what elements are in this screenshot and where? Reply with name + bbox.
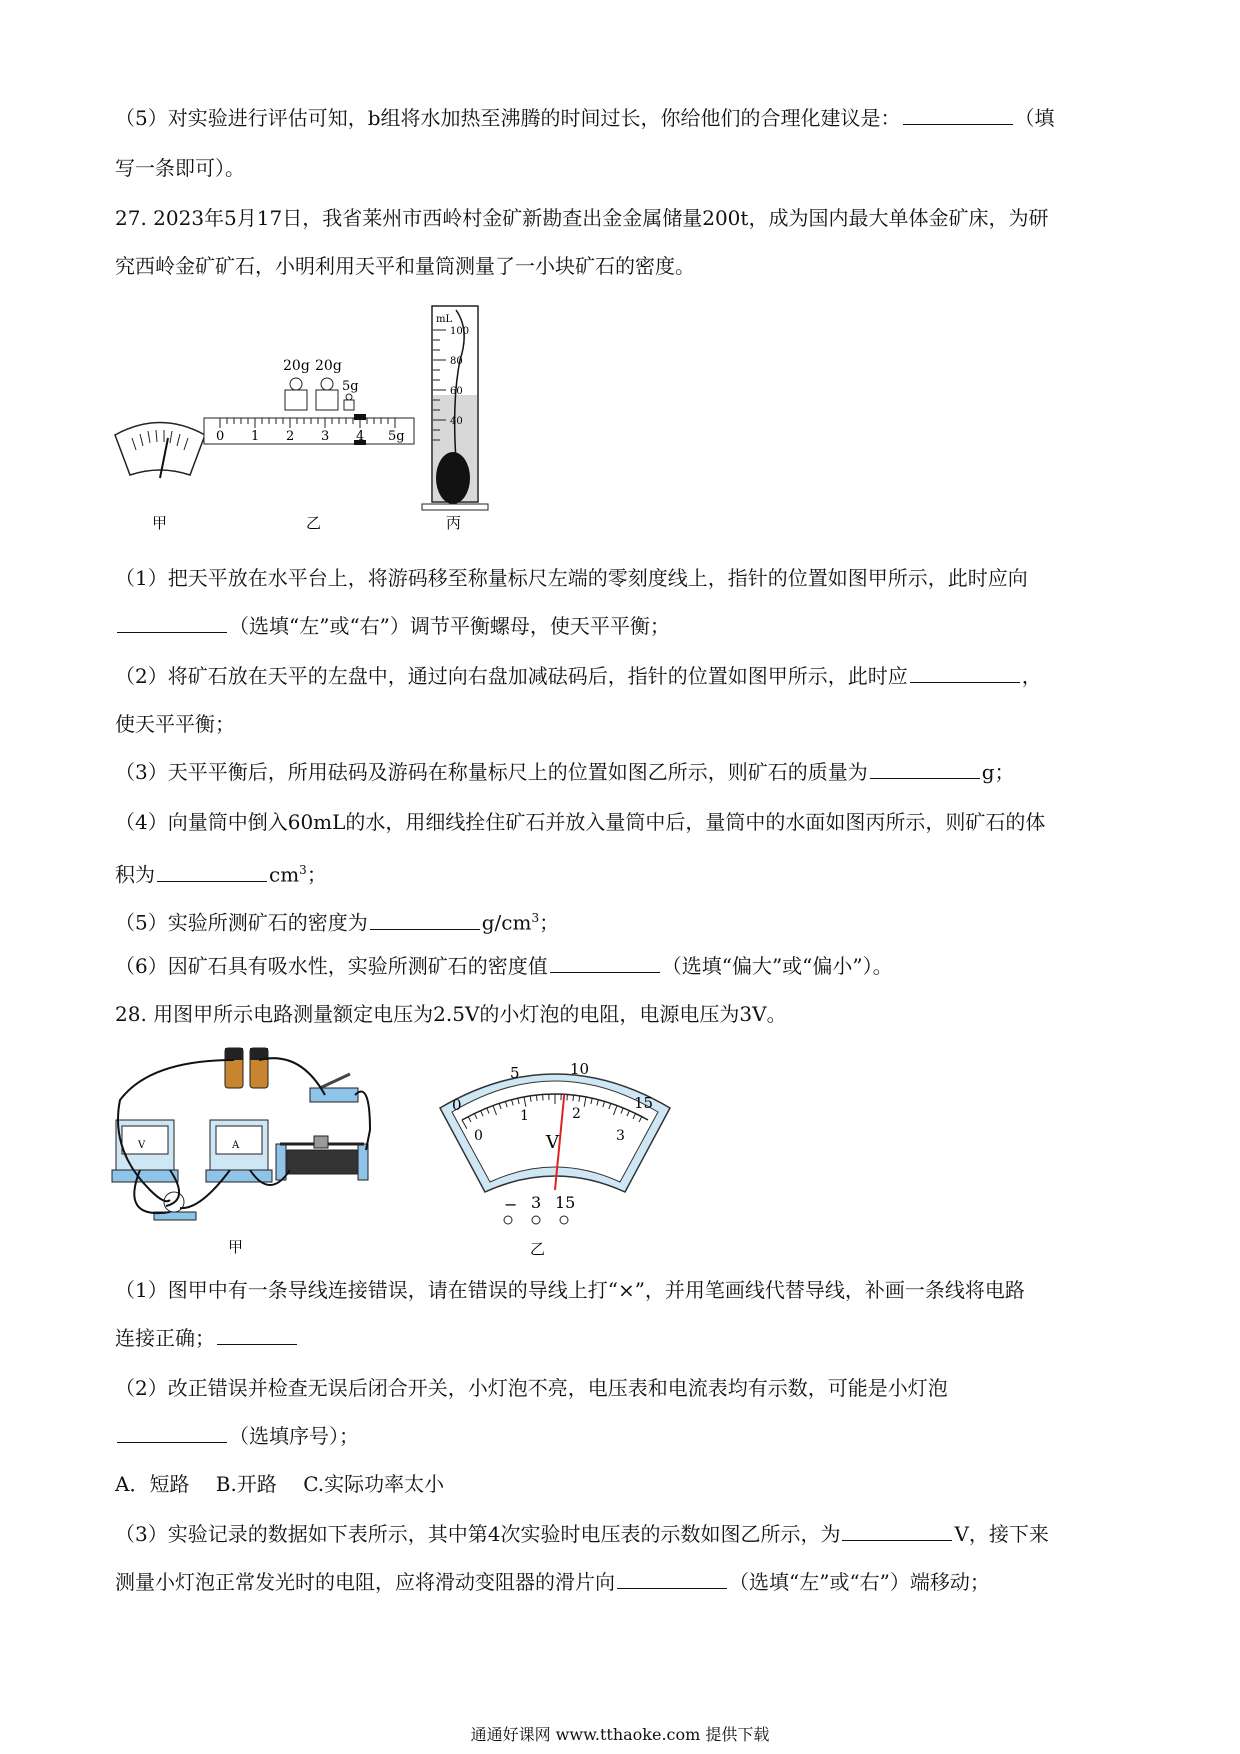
q28-2-line2 [115, 1422, 359, 1450]
q28-2-line1 [115, 1374, 948, 1402]
page-footer: 通通好课网 www.tthaoke.com 提供下载 [470, 1725, 770, 1744]
cylinder-tick-80: 80 [450, 356, 463, 367]
ammeter-device [206, 1120, 272, 1182]
text: （3）实验记录的数据如下表所示，其中第4次实验时电压表的示数如图乙所示，为 [115, 1522, 841, 1546]
text: （2）将矿石放在天平的左盘中，通过向右盘加减砝码后，指针的位置如图甲所示，此时应 [115, 664, 908, 688]
text: （1）图甲中有一条导线连接错误，请在错误的导线上打“×”，并用笔画线代替导线，补画一条线将电路 [115, 1278, 1025, 1302]
text: （填 [1014, 106, 1055, 130]
switch [310, 1074, 358, 1102]
q27-3-line [115, 758, 1015, 786]
circuit-caption-jia: 甲 [228, 1238, 244, 1256]
balance-figure [110, 300, 570, 540]
superscript: 3 [299, 863, 307, 877]
text: ， [1021, 664, 1042, 688]
text: A．短路 B.开路 C.实际功率太小 [115, 1472, 445, 1496]
cylinder-tick-60: 60 [450, 386, 463, 397]
q27-2-line2 [115, 710, 235, 738]
text: （5）对实验进行评估可知，b组将水加热至沸腾的时间过长，你给他们的合理化建议是： [115, 106, 901, 130]
answer-blank[interactable] [370, 909, 480, 930]
text: 究西岭金矿矿石，小明利用天平和量筒测量了一小块矿石的密度。 [115, 254, 695, 278]
q28-1-line2 [115, 1324, 299, 1352]
weight-label-2: 20g [315, 358, 342, 374]
text: （2）改正错误并检查无误后闭合开关，小灯泡不亮，电压表和电流表均有示数，可能是小灯泡 [115, 1376, 948, 1400]
text: （选填“偏大”或“偏小”）。 [661, 954, 893, 978]
terminal-neg: − [504, 1195, 518, 1214]
text: 连接正确； [115, 1326, 215, 1350]
text: （选填“左”或“右”）调节平衡螺母，使天平平衡； [229, 614, 670, 638]
text: g/cm [481, 910, 532, 935]
balance-pointer-dial [115, 423, 205, 479]
scale-tick-5: 5g [388, 429, 405, 444]
q27-1-line1 [115, 564, 1028, 592]
svg-text:A: A [232, 1140, 240, 1151]
text: （选填序号）； [229, 1424, 359, 1448]
dial-bottom-1: 1 [520, 1108, 529, 1124]
svg-text:V: V [138, 1140, 146, 1151]
q27-stem-line2 [115, 252, 695, 280]
cylinder-tick-100: 100 [450, 326, 470, 337]
text: （选填“左”或“右”）端移动； [729, 1570, 990, 1594]
q28-3-line2 [115, 1568, 990, 1596]
text: 测量小灯泡正常发光时的电阻，应将滑动变阻器的滑片向 [115, 1570, 615, 1594]
battery-pack [225, 1048, 268, 1088]
text: （1）把天平放在水平台上，将游码移至称量标尺左端的零刻度线上，指针的位置如图甲所示，此时应向 [115, 566, 1028, 590]
dial-top-5: 5 [510, 1064, 520, 1082]
scale-tick-1: 1 [251, 429, 260, 444]
q27-1-line2 [115, 612, 670, 640]
cylinder-tick-40: 40 [450, 416, 463, 427]
dial-top-0: 0 [452, 1096, 462, 1114]
q27-stem-line1 [115, 204, 1048, 232]
terminal-15: 15 [555, 1193, 576, 1212]
text: 写一条即可）。 [115, 156, 245, 180]
text: （6）因矿石具有吸水性，实验所测矿石的密度值 [115, 954, 548, 978]
scale-tick-4: 4 [356, 429, 365, 444]
q27-6-line [115, 952, 893, 980]
dial-symbol: V [546, 1132, 559, 1153]
scale-tick-2: 2 [286, 429, 295, 444]
q27-4-line2 [115, 856, 327, 889]
dial-tick [536, 1095, 537, 1101]
rheostat [276, 1136, 368, 1180]
rider-scale [204, 414, 414, 445]
text: （4）向量筒中倒入60mL的水，用细线拴住矿石并放入量筒中后，量筒中的水面如图丙所示，则矿石的体 [115, 810, 1046, 834]
q26-5-line2 [115, 154, 245, 182]
scale-tick-3: 3 [321, 429, 330, 444]
dial-bottom-2: 2 [572, 1106, 581, 1122]
q28-stem [115, 1000, 787, 1028]
q27-5-line [115, 904, 559, 937]
text: 28. 用图甲所示电路测量额定电压为2.5V的小灯泡的电阻，电源电压为3V。 [115, 1002, 787, 1026]
answer-blank[interactable] [870, 758, 980, 779]
text: （3）天平平衡后，所用砝码及游码在称量标尺上的位置如图乙所示，则矿石的质量为 [115, 760, 868, 784]
answer-blank[interactable] [117, 612, 227, 633]
answer-blank[interactable] [910, 662, 1020, 683]
q27-2-line1 [115, 662, 1042, 690]
text: g； [981, 760, 1015, 784]
caption-bing: 丙 [446, 514, 462, 532]
q26-5-line1 [115, 104, 1055, 132]
circuit-caption-yi: 乙 [530, 1240, 546, 1258]
text: 使天平平衡； [115, 712, 235, 736]
dial-bottom-0: 0 [474, 1128, 483, 1144]
text: 27. 2023年5月17日，我省莱州市西岭村金矿新勘查出金金属储量200t，成为国内最大单体金矿床，为研 [115, 206, 1049, 230]
text: cm [269, 862, 300, 887]
text: 积为 [115, 862, 155, 887]
answer-blank[interactable] [903, 104, 1013, 125]
q27-4-line1 [115, 808, 1045, 836]
answer-blank[interactable] [117, 1422, 227, 1443]
weight-label-3: 5g [342, 379, 359, 394]
answer-blank[interactable] [217, 1324, 297, 1345]
text: ； [539, 910, 560, 935]
dial-tick [573, 1095, 574, 1101]
circuit-figure [110, 1040, 420, 1260]
text: ； [306, 862, 327, 887]
text: （5）实验所测矿石的密度为 [115, 910, 368, 935]
answer-blank[interactable] [157, 861, 267, 882]
superscript: 3 [531, 911, 540, 925]
voltmeter-dial-figure [430, 1050, 680, 1260]
answer-blank[interactable] [550, 952, 660, 973]
weight-label-1: 20g [283, 358, 310, 374]
caption-yi: 乙 [306, 514, 322, 532]
dial-bottom-3: 3 [616, 1128, 625, 1144]
terminal-3: 3 [531, 1193, 542, 1212]
caption-jia: 甲 [152, 514, 168, 532]
q28-3-line1 [115, 1520, 1049, 1548]
cylinder-unit: mL [436, 314, 453, 325]
q28-options [115, 1470, 444, 1498]
q28-1-line1 [115, 1276, 1025, 1304]
text: V，接下来 [954, 1522, 1049, 1546]
dial-top-10: 10 [570, 1060, 590, 1078]
voltmeter-device [112, 1120, 178, 1182]
dial-top-15: 15 [634, 1094, 654, 1112]
answer-blank[interactable] [617, 1568, 727, 1589]
scale-tick-0: 0 [216, 429, 225, 444]
answer-blank[interactable] [842, 1520, 952, 1541]
